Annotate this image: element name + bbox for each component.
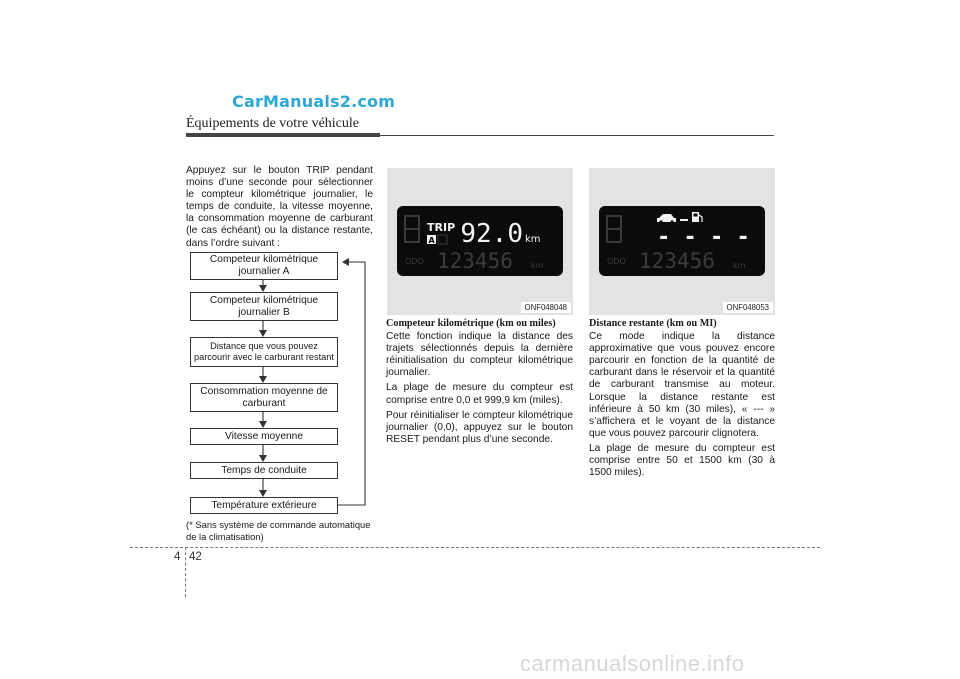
figure-trip-display <box>387 168 573 315</box>
watermark-bottom: carmanualsonline.info <box>520 651 745 676</box>
lcd-odo-value: 123456 <box>437 249 513 273</box>
trip-meter-section <box>386 318 573 449</box>
lcd-odo-label-2: ODO <box>607 257 626 266</box>
lcd-odo-unit: km <box>531 261 544 270</box>
road-icon <box>680 219 688 221</box>
footer-dashed-line <box>130 547 820 548</box>
flow-box-distance-line2: parcourir avec le carburant restant <box>194 352 334 362</box>
distance-to-empty-section <box>589 318 775 482</box>
flow-box-consumption-line1: Consommation moyenne de <box>200 385 328 397</box>
footnote: (* Sans système de commande automatique de la climatisation) <box>186 519 371 542</box>
header-rule-thin <box>380 135 774 136</box>
lcd-odo-unit-2: km <box>733 261 746 270</box>
fuel-pump-icon <box>692 212 702 222</box>
figure-code-1: ONF048048 <box>521 302 571 313</box>
distance-to-empty-paragraph-2: La plage de mesure du compteur est comprise entre 50 et 1500 km (30 à 1500 miles). <box>589 442 775 479</box>
flow-box-avg-speed: Vitesse moyenne <box>190 428 338 445</box>
trip-meter-paragraph-2: La plage de mesure du compteur est comprise entre 0,0 et 999,9 km (miles). <box>386 382 573 406</box>
distance-to-empty-heading: Distance restante (km ou MI) <box>589 318 717 329</box>
flow-box-outside-temp: Température extérieure <box>190 497 338 514</box>
flow-box-consumption-line2: carburant <box>242 397 286 409</box>
lcd-trip-a-badge: A <box>428 236 435 245</box>
lcd-trip-unit: km <box>525 234 541 245</box>
header-rule-thick <box>186 133 380 137</box>
flow-box-distance-line1: Distance que vous pouvez <box>210 341 318 351</box>
footer-dashed-divider <box>185 547 186 597</box>
flow-box-trip-a-line1: Competeur kilométrique <box>209 254 319 265</box>
flow-box-drive-time: Temps de conduite <box>190 462 338 479</box>
flow-box-trip-b-line2: journalier B <box>238 306 290 318</box>
car-icon <box>657 214 676 224</box>
lcd-odo-value-2: 123456 <box>639 249 715 273</box>
trip-meter-paragraph-1: Cette fonction indique la distance des trajets sélectionnés depuis la dernière réinitialisation du compteur kilométrique journalier. <box>386 331 573 379</box>
lcd-screen-2 <box>599 206 765 276</box>
trip-meter-paragraph-3: Pour réinitialiser le compteur kilométrique journalier (0,0), appuyez sur le bouton RESET pendant plus d’une seconde. <box>386 409 573 445</box>
section-title: Équipements de votre véhicule <box>186 116 359 131</box>
figure-distance-display <box>589 168 775 315</box>
lcd-trip-graphic <box>397 206 563 276</box>
page-number: 42 <box>189 551 202 563</box>
lcd-trip-value: 92.0 <box>460 219 523 249</box>
flow-arrows <box>186 245 386 520</box>
figure-code-2: ONF048053 <box>723 302 773 313</box>
distance-to-empty-paragraph-1: Ce mode indique la distance approximative que vous pouvez encore parcourir en fonction de la quantité de carburant dans le réservoir et la quantité de carburant transmise au moteur. Lorsque la distance restante est inférieure à 50 km (30 miles), « --- » s’affichera et le voyant de la distance que vous pouvez parcourir clignotera. <box>589 331 775 439</box>
lcd-distance-value: - - - - <box>657 225 750 250</box>
flow-box-trip-a-line2: journalier A <box>238 266 290 277</box>
watermark-logo-top: CarManuals2.com <box>232 92 396 111</box>
lcd-distance-graphic <box>599 206 765 276</box>
chapter-number: 4 <box>174 551 181 563</box>
intro-paragraph: Appuyez sur le bouton TRIP pendant moins d’une seconde pour sélectionner le compteur kilométrique journalier, le temps de conduite, la vitesse moyenne, la consommation moyenne de carburant (le cas échéant) ou la distance restante, dans l’ordre suivant : <box>186 165 373 249</box>
flow-box-trip-b-line1: Competeur kilométrique <box>209 294 319 306</box>
lcd-trip-label: TRIP <box>427 221 456 234</box>
lcd-odo-label: ODO <box>405 257 424 266</box>
lcd-screen <box>397 206 563 276</box>
trip-meter-heading: Competeur kilométrique (km ou miles) <box>386 318 556 329</box>
